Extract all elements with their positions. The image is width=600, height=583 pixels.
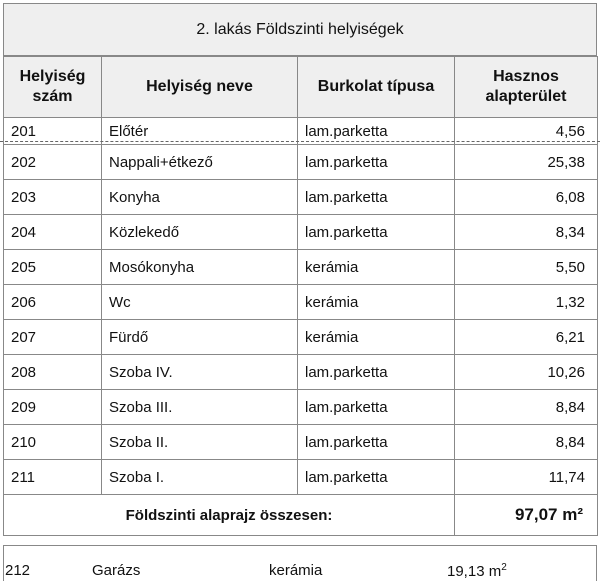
area-cell: 6,21	[455, 320, 598, 355]
area-cell: 11,74	[455, 460, 598, 495]
garage-flooring: kerámia	[269, 562, 323, 579]
header-room-number: Helyiség szám	[4, 57, 102, 118]
room-name-cell: Előtér	[102, 118, 298, 145]
area-cell: 4,56	[455, 118, 598, 145]
flooring-cell: lam.parketta	[298, 425, 455, 460]
area-cell: 8,34	[455, 215, 598, 250]
room-number-cell: 204	[4, 215, 102, 250]
flooring-cell: lam.parketta	[298, 180, 455, 215]
room-number-cell: 209	[4, 390, 102, 425]
room-name-cell: Nappali+étkező	[102, 145, 298, 180]
area-cell: 1,32	[455, 285, 598, 320]
flooring-cell: lam.parketta	[298, 460, 455, 495]
header-flooring: Burkolat típusa	[298, 57, 455, 118]
total-label: Földszinti alaprajz összesen:	[4, 495, 455, 536]
room-name-cell: Közlekedő	[102, 215, 298, 250]
table-row	[4, 390, 598, 425]
table-row	[4, 425, 598, 460]
table-row	[4, 320, 598, 355]
garage-area: 19,13 $m^2$	[447, 562, 507, 580]
flooring-cell: kerámia	[298, 250, 455, 285]
total-row	[4, 495, 598, 536]
table-title: 2. lakás Földszinti helyiségek	[3, 3, 597, 56]
flooring-cell: lam.parketta	[298, 118, 455, 145]
room-name-cell: Konyha	[102, 180, 298, 215]
flooring-cell: kerámia	[298, 320, 455, 355]
dashed-cut-line	[0, 141, 600, 142]
table-row	[4, 250, 598, 285]
room-name-cell: Wc	[102, 285, 298, 320]
garage-number: 212	[5, 562, 31, 579]
room-number-cell: 206	[4, 285, 102, 320]
garage-row	[3, 545, 597, 581]
table-row	[4, 180, 598, 215]
room-name-cell: Szoba I.	[102, 460, 298, 495]
room-number-cell: 211	[4, 460, 102, 495]
flooring-cell: lam.parketta	[298, 215, 455, 250]
table-row	[4, 145, 598, 180]
room-number-cell: 207	[4, 320, 102, 355]
area-cell: 25,38	[455, 145, 598, 180]
table-row	[4, 285, 598, 320]
area-cell: 5,50	[455, 250, 598, 285]
room-name-cell: Szoba IV.	[102, 355, 298, 390]
total-value: 97,07 m²	[455, 495, 598, 536]
room-name-cell: Fürdő	[102, 320, 298, 355]
room-number-cell: 202	[4, 145, 102, 180]
room-number-cell: 210	[4, 425, 102, 460]
flooring-cell: lam.parketta	[298, 145, 455, 180]
room-number-cell: 205	[4, 250, 102, 285]
room-number-cell: 203	[4, 180, 102, 215]
area-cell: 10,26	[455, 355, 598, 390]
room-number-cell: 208	[4, 355, 102, 390]
area-cell: 8,84	[455, 390, 598, 425]
table-row	[4, 355, 598, 390]
room-table	[3, 56, 598, 536]
room-name-cell: Szoba III.	[102, 390, 298, 425]
table-row	[4, 460, 598, 495]
room-schedule-sheet	[3, 3, 597, 536]
header-room-name: Helyiség neve	[102, 57, 298, 118]
header-area: Hasznos alapterület	[455, 57, 598, 118]
garage-name: Garázs	[92, 562, 141, 579]
area-cell: 6,08	[455, 180, 598, 215]
room-name-cell: Szoba II.	[102, 425, 298, 460]
table-header-row	[4, 57, 598, 118]
room-name-cell: Mosókonyha	[102, 250, 298, 285]
table-row	[4, 215, 598, 250]
flooring-cell: lam.parketta	[298, 355, 455, 390]
room-number-cell: 201	[4, 118, 102, 145]
area-cell: 8,84	[455, 425, 598, 460]
flooring-cell: lam.parketta	[298, 390, 455, 425]
flooring-cell: kerámia	[298, 285, 455, 320]
